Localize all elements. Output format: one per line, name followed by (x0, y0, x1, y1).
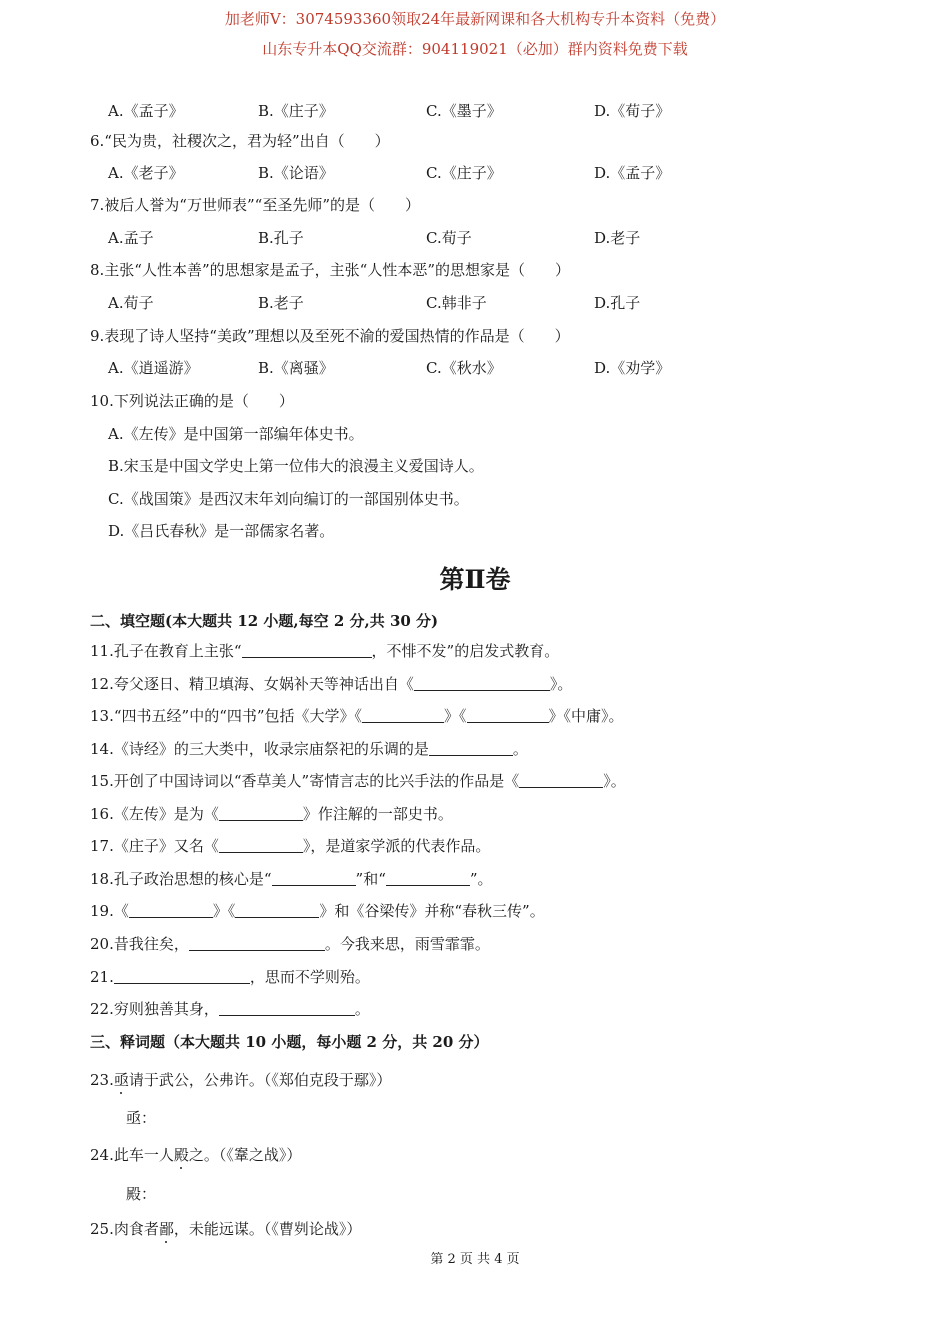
option-c: C.《秋水》 (426, 359, 502, 377)
question-12 (90, 673, 572, 694)
answer-blank[interactable] (519, 772, 603, 788)
option-a: A.《逍遥游》 (108, 359, 199, 377)
question-21 (90, 966, 370, 987)
question-text: 》《 (444, 707, 467, 725)
option-a: A.《老子》 (108, 164, 184, 182)
question-text: 》《中庸》。 (548, 707, 624, 725)
option-b: B.老子 (258, 294, 304, 312)
promo-banner-line-1: 加老师V：3074593360领取24年最新网课和各大机构专升本资料（免费） (224, 10, 726, 28)
promo-banner-line-2: 山东专升本QQ交流群：904119021（必加）群内资料免费下载 (262, 40, 688, 58)
question-text: 21. (90, 968, 114, 986)
answer-blank[interactable] (235, 902, 319, 918)
answer-blank[interactable] (219, 1000, 355, 1016)
question-text: 11.孔子在教育上主张“ (90, 642, 242, 660)
question-10-option-a: A.《左传》是中国第一部编年体史书。 (108, 425, 364, 443)
option-d: D.老子 (594, 229, 641, 247)
question-text: 》。 (603, 772, 626, 790)
question-text: ”。 (469, 870, 493, 888)
question-15 (90, 770, 626, 791)
question-text: 》，是道家学派的代表作品。 (302, 837, 491, 855)
question-9-stem: 9.表现了诗人坚持“美政”理想以及至死不渝的爱国热情的作品是（ ） (90, 327, 570, 345)
question-text: 16.《左传》是为《 (90, 805, 219, 823)
question-16 (90, 803, 453, 824)
question-text: 24.此车一人 (90, 1146, 174, 1164)
option-a: A.《孟子》 (108, 102, 184, 120)
option-b: B.《论语》 (258, 164, 334, 182)
question-23 (90, 1069, 391, 1090)
option-a: A.荀子 (108, 294, 154, 312)
question-text: 。今我来思，雨雪霏霏。 (324, 935, 490, 953)
question-text: 。 (354, 1000, 370, 1018)
question-text: 19.《 (90, 902, 129, 920)
question-23-answer-label: 亟： (126, 1109, 157, 1127)
option-c: C.韩非子 (426, 294, 487, 312)
question-10-option-b: B.宋玉是中国文学史上第一位伟大的浪漫主义爱国诗人。 (108, 457, 484, 475)
question-text: 》《 (212, 902, 236, 920)
answer-blank[interactable] (129, 902, 213, 918)
option-d: D.《劝学》 (594, 359, 671, 377)
section-3-heading: 三、释词题（本大题共 10 小题，每小题 2 分，共 20 分） (90, 1033, 489, 1051)
question-text: 请于武公，公弗许。（《郑伯克段于鄢》） (128, 1071, 392, 1089)
question-14 (90, 738, 528, 759)
question-text: 》作注解的一部史书。 (302, 805, 453, 823)
question-text: ，思而不学则殆。 (249, 968, 370, 986)
emphasized-character: 鄙 (158, 1220, 174, 1238)
answer-blank[interactable] (272, 870, 356, 886)
answer-blank[interactable] (362, 707, 444, 723)
option-b: B.《离骚》 (258, 359, 334, 377)
option-b: B.《庄子》 (258, 102, 334, 120)
question-text: 之。（《鞌之战》） (188, 1146, 302, 1164)
answer-blank[interactable] (219, 805, 303, 821)
question-18 (90, 868, 493, 889)
question-20 (90, 933, 490, 954)
question-24-answer-label: 殿： (126, 1185, 157, 1203)
option-a: A.孟子 (108, 229, 154, 247)
answer-blank[interactable] (386, 870, 470, 886)
question-8-stem: 8.主张“人性本善”的思想家是孟子，主张“人性本恶”的思想家是（ ） (90, 261, 570, 279)
answer-blank[interactable] (414, 675, 550, 691)
question-text: 》。 (549, 675, 573, 693)
answer-blank[interactable] (467, 707, 549, 723)
emphasized-character: 亟 (113, 1071, 129, 1089)
answer-blank[interactable] (219, 837, 303, 853)
question-text: 22.穷则独善其身， (90, 1000, 219, 1018)
question-number: 23. (90, 1071, 114, 1089)
question-text: 18.孔子政治思想的核心是“ (90, 870, 272, 888)
section-2-heading: 二、填空题(本大题共 12 小题,每空 2 分,共 30 分) (90, 612, 439, 630)
question-22 (90, 998, 370, 1019)
option-d: D.孔子 (594, 294, 641, 312)
question-text: 25.肉食者 (90, 1220, 159, 1238)
question-7-stem: 7.被后人誉为“万世师表”“至圣先师”的是（ ） (90, 196, 420, 214)
question-text: 》和《谷梁传》并称“春秋三传”。 (319, 902, 545, 920)
option-c: C.《庄子》 (426, 164, 502, 182)
answer-blank[interactable] (429, 740, 513, 756)
question-text: 。 (512, 740, 528, 758)
page-footer: 第 2 页 共 4 页 (430, 1252, 520, 1267)
question-13 (90, 705, 624, 726)
emphasized-character: 殿 (173, 1146, 189, 1164)
question-text: ，不悱不发”的启发式教育。 (371, 642, 560, 660)
question-text: ”和“ (355, 870, 386, 888)
option-c: C.《墨子》 (426, 102, 502, 120)
question-6-stem: 6.“民为贵，社稷次之，君为轻”出自（ ） (90, 132, 390, 150)
answer-blank[interactable] (242, 642, 372, 658)
question-10-option-d: D.《吕氏春秋》是一部儒家名著。 (108, 522, 335, 540)
part-2-title: 第Ⅱ卷 (439, 565, 511, 594)
question-19 (90, 900, 545, 921)
question-text: 14.《诗经》的三大类中，收录宗庙祭祀的乐调的是 (90, 740, 429, 758)
question-10-option-c: C.《战国策》是西汉末年刘向编订的一部国别体史书。 (108, 490, 469, 508)
option-c: C.荀子 (426, 229, 472, 247)
option-d: D.《荀子》 (594, 102, 671, 120)
answer-blank[interactable] (114, 968, 250, 984)
question-text: 15.开创了中国诗词以“香草美人”寄情言志的比兴手法的作品是《 (90, 772, 520, 790)
question-text: ，未能远谋。（《曹刿论战》） (173, 1220, 362, 1238)
option-b: B.孔子 (258, 229, 304, 247)
question-text: 20.昔我往矣， (90, 935, 189, 953)
question-text: 13.“四书五经”中的“四书”包括《大学》《 (90, 707, 363, 725)
question-10-stem: 10.下列说法正确的是（ ） (90, 392, 294, 410)
question-text: 12.夸父逐日、精卫填海、女娲补天等神话出自《 (90, 675, 414, 693)
option-d: D.《孟子》 (594, 164, 671, 182)
question-24 (90, 1144, 301, 1165)
question-17 (90, 835, 490, 856)
question-11 (90, 640, 559, 661)
question-25 (90, 1218, 361, 1239)
question-text: 17.《庄子》又名《 (90, 837, 219, 855)
answer-blank[interactable] (189, 935, 325, 951)
